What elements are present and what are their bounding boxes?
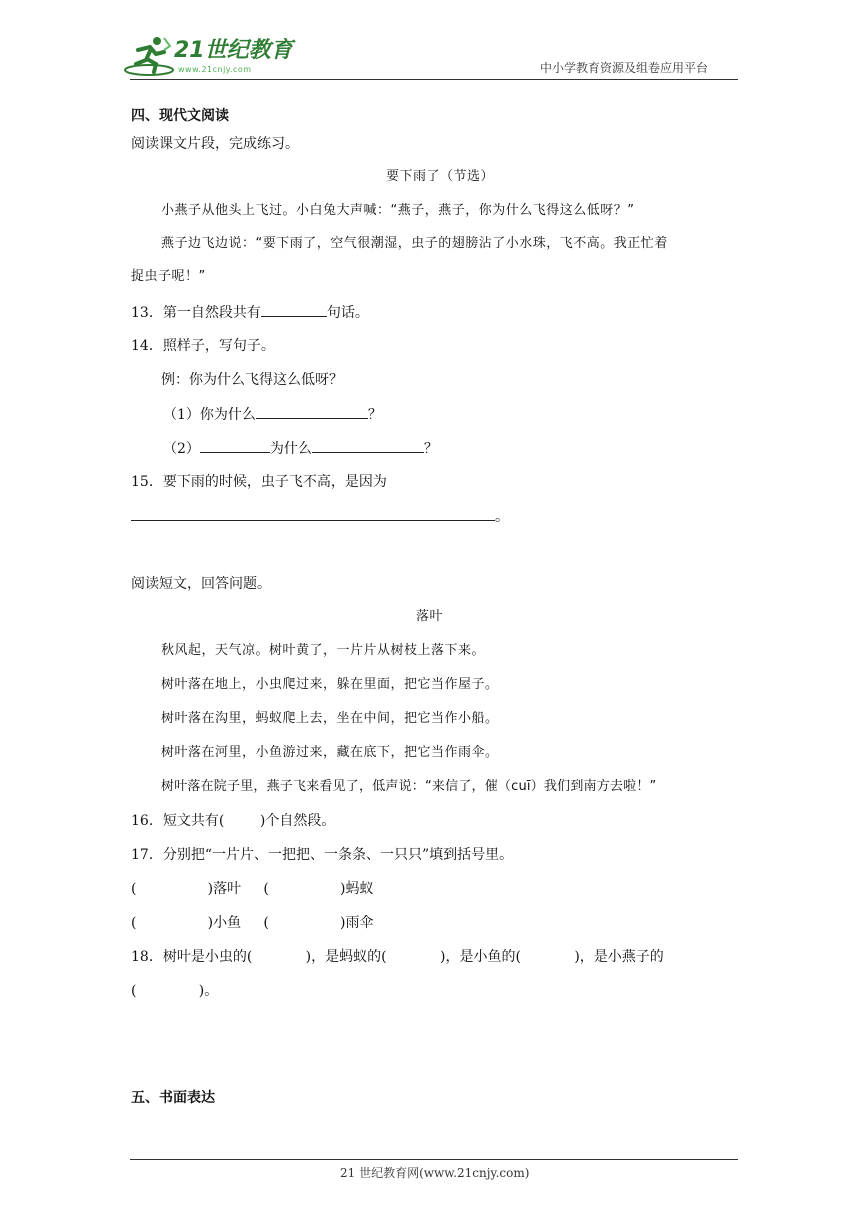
header-rule — [130, 79, 738, 80]
question-14-sub2 — [163, 438, 438, 459]
question-17-row: ( )小鱼 ( )雨伞 — [131, 915, 374, 931]
answer-blank[interactable] — [261, 302, 327, 317]
question-13 — [131, 302, 369, 323]
passage-title: 落叶 — [416, 609, 444, 624]
passage-paragraph: 小燕子从他头上飞过。小白兔大声喊：“燕子，燕子，你为什么飞得这么低呀？” — [161, 203, 635, 218]
question-14-sub1 — [163, 404, 382, 425]
question-text: 。 — [495, 509, 509, 525]
example-sentence: 例：你为什么飞得这么低呀？ — [161, 372, 343, 388]
passage-paragraph: 树叶落在沟里，蚂蚁爬上去，坐在中间，把它当作小船。 — [161, 711, 499, 726]
footer-rule — [130, 1159, 738, 1160]
logo-text: 21世纪教育 — [174, 38, 293, 63]
answer-blank[interactable] — [256, 404, 368, 419]
logo — [124, 34, 294, 78]
question-text: （2） — [163, 441, 200, 457]
runner-logo-icon — [124, 34, 174, 78]
passage-paragraph: 树叶落在院子里，燕子飞来看见了，低声说：“来信了，催（cuī）我们到南方去啦！” — [161, 779, 657, 794]
passage-title: 要下雨了（节选） — [386, 169, 495, 184]
section-heading: 五、书面表达 — [131, 1090, 215, 1106]
question-18-continued: ( )。 — [131, 983, 219, 999]
answer-blank[interactable] — [312, 438, 424, 453]
section-heading: 四、现代文阅读 — [131, 108, 229, 124]
logo-url: www.21cnjy.com — [178, 65, 252, 74]
answer-blank[interactable] — [200, 438, 270, 453]
passage-paragraph: 秋风起，天气凉。树叶黄了，一片片从树枝上落下来。 — [161, 643, 486, 658]
passage-paragraph: 燕子边飞边说：“要下雨了，空气很潮湿，虫子的翅膀沾了小水珠，飞不高。我正忙着 — [161, 236, 668, 251]
question-14: 14．照样子，写句子。 — [131, 338, 275, 354]
passage-paragraph: 树叶落在河里，小鱼游过来，藏在底下，把它当作雨伞。 — [161, 745, 499, 760]
reading-instruction: 阅读课文片段，完成练习。 — [131, 136, 299, 152]
question-text: ？ — [367, 407, 382, 423]
footer-text: 21 世纪教育网(www.21cnjy.com) — [340, 1166, 530, 1180]
question-17: 17．分别把“一片片、一把把、一条条、一只只”填到括号里。 — [131, 847, 514, 863]
question-17-row: ( )落叶 ( )蚂蚁 — [131, 881, 374, 897]
question-text: （1）你为什么 — [163, 407, 256, 423]
passage-paragraph: 树叶落在地上，小虫爬过来，躲在里面，把它当作屋子。 — [161, 677, 499, 692]
reading-instruction: 阅读短文，回答问题。 — [131, 576, 271, 592]
question-15: 15．要下雨的时候，虫子飞不高，是因为 — [131, 474, 387, 490]
question-text: ？ — [423, 441, 438, 457]
passage-paragraph-continued: 捉虫子呢！” — [131, 269, 206, 284]
question-text: 为什么 — [269, 441, 312, 457]
question-text: 13．第一自然段共有 — [131, 305, 261, 321]
question-15-answer-line — [131, 506, 509, 527]
question-text: 句话。 — [326, 305, 369, 321]
platform-name: 中小学教育资源及组卷应用平台 — [540, 61, 709, 75]
question-18: 18．树叶是小虫的( )，是蚂蚁的( )，是小鱼的( )，是小燕子的 — [131, 949, 664, 965]
question-16: 16．短文共有( )个自然段。 — [131, 813, 336, 829]
answer-blank[interactable] — [131, 506, 495, 521]
